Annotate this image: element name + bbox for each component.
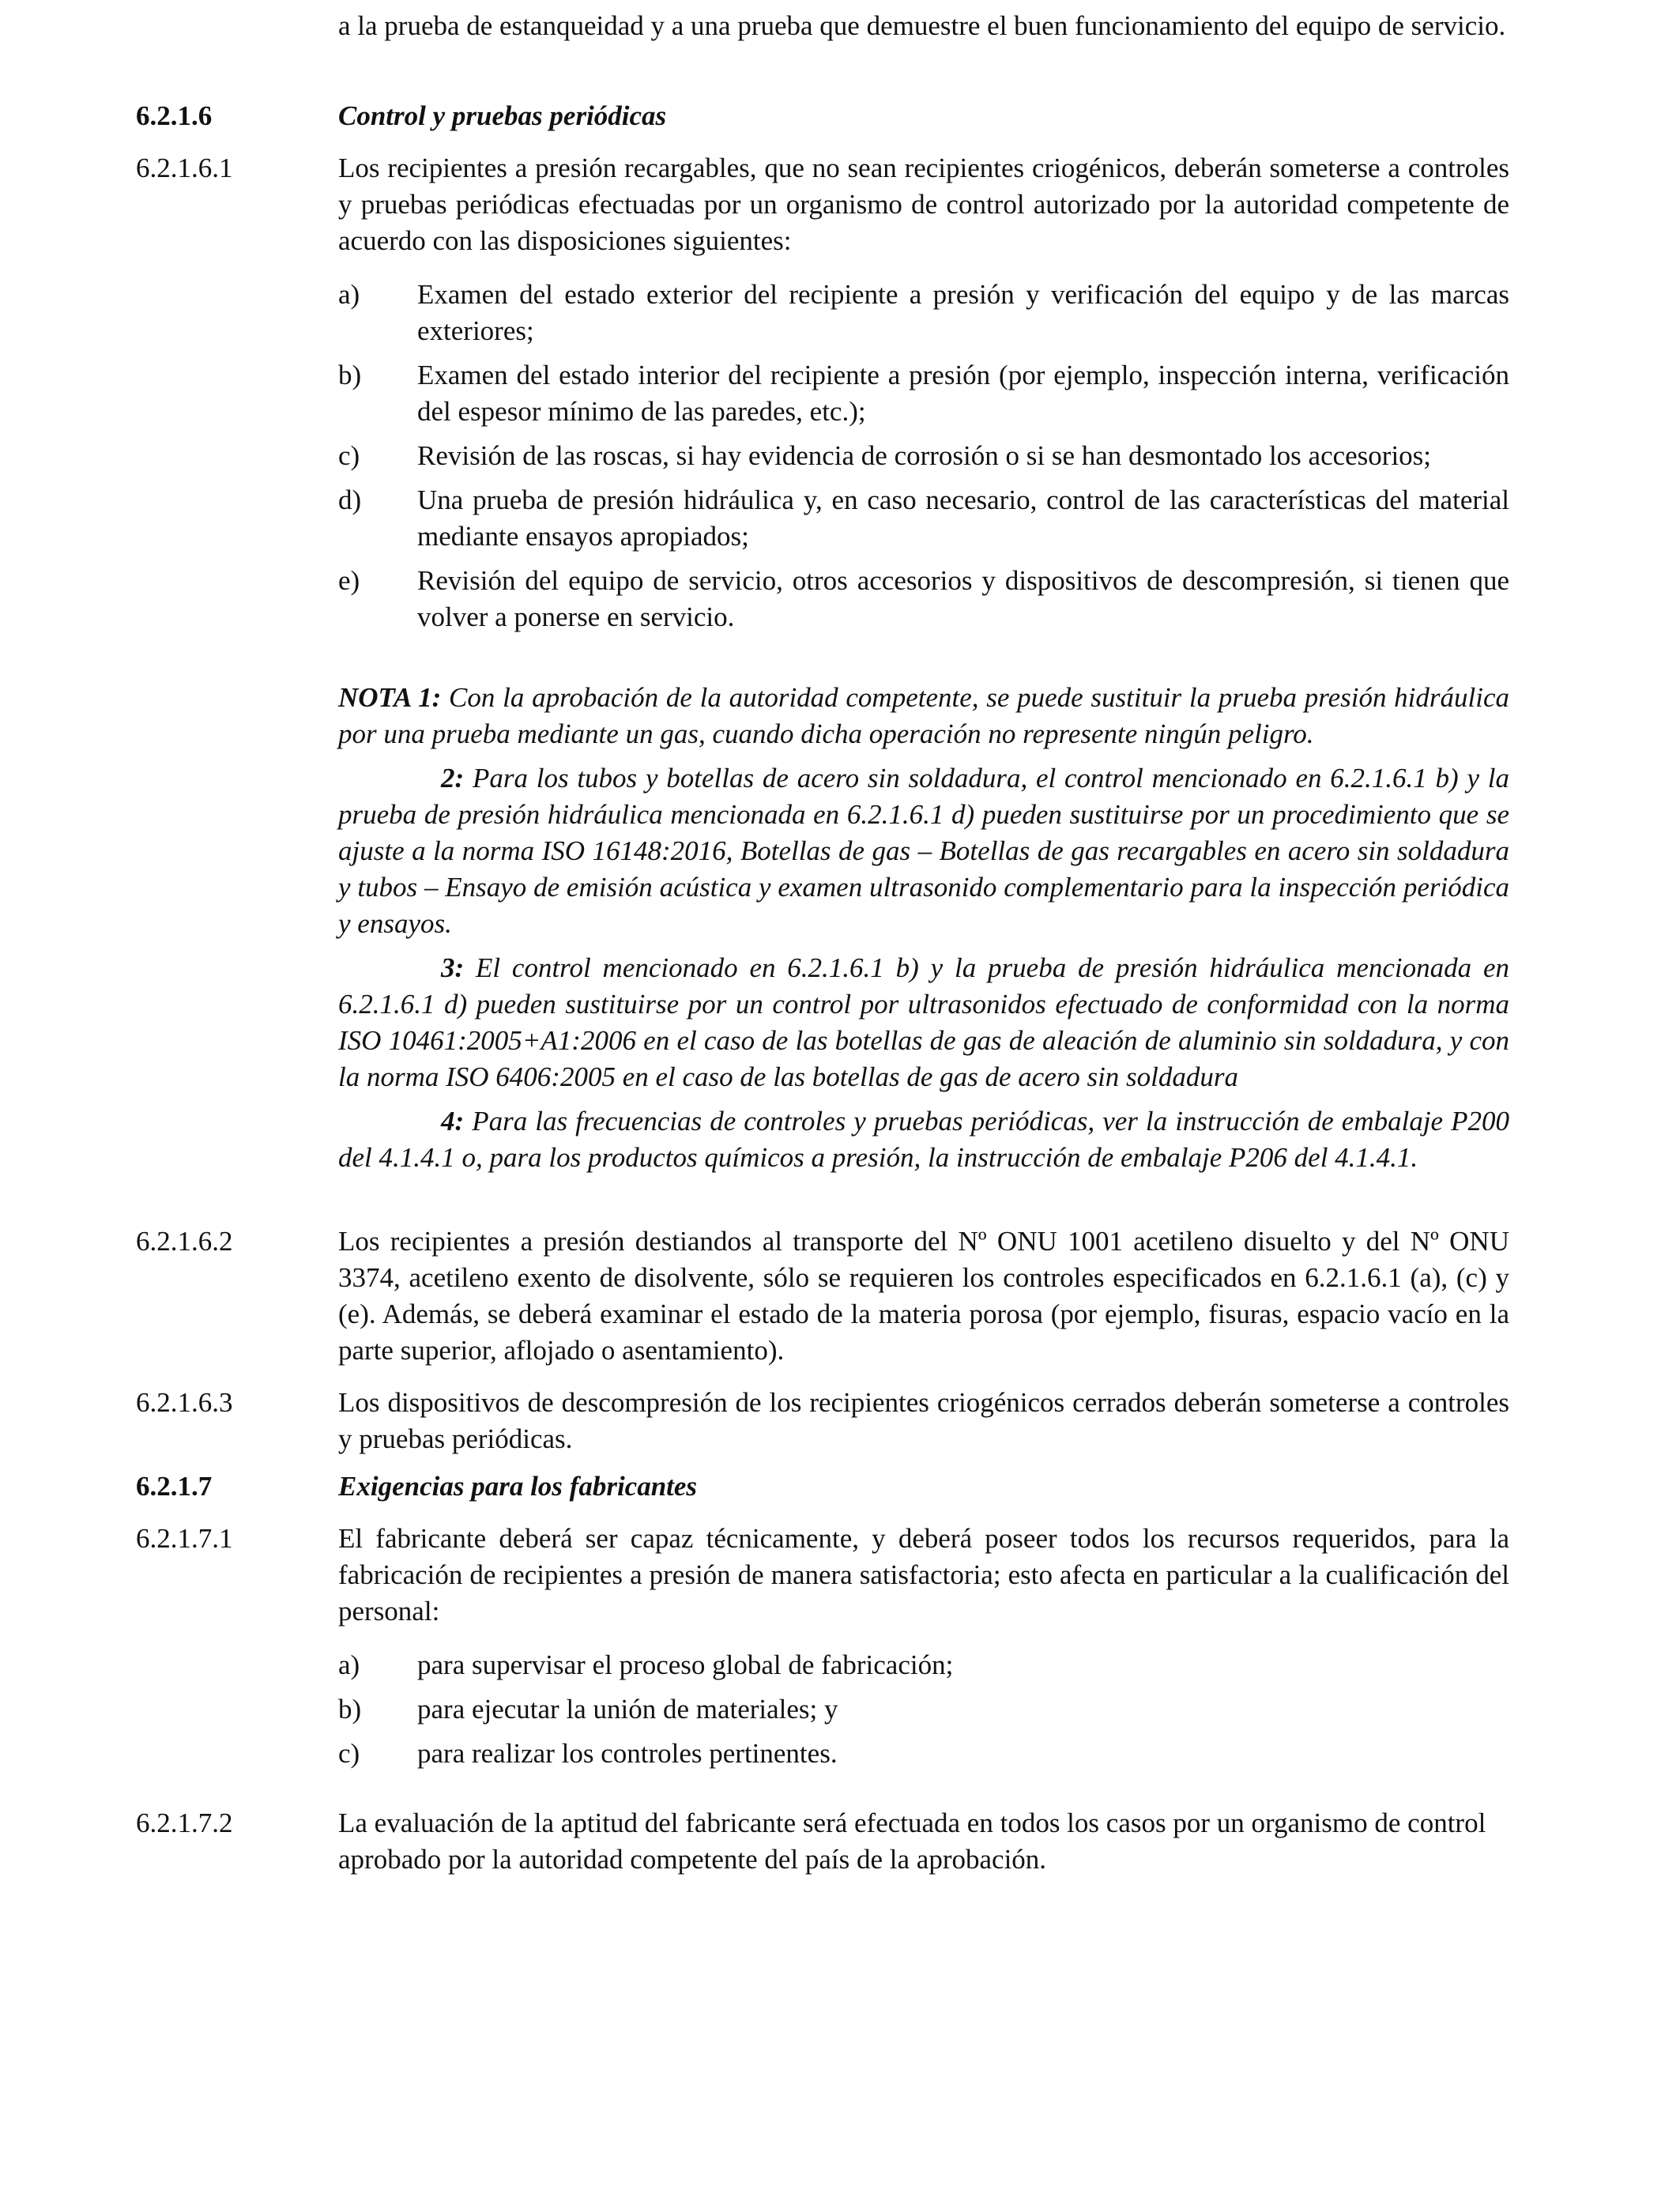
note-label: 2: bbox=[441, 763, 465, 794]
section-heading-6-2-1-7 bbox=[136, 1468, 1509, 1505]
list-item-text: Una prueba de presión hidráulica y, en caso necesario, control de las características del material mediante ensayos apropiados; bbox=[417, 484, 1509, 552]
list-item-label: b) bbox=[338, 360, 362, 390]
note-4 bbox=[338, 1103, 1509, 1176]
section-number: 6.2.1.7 bbox=[136, 1471, 213, 1502]
paragraph-number: 6.2.1.7.1 bbox=[136, 1523, 233, 1554]
paragraph-number: 6.2.1.6.1 bbox=[136, 153, 233, 183]
paragraph-6-2-1-6-2 bbox=[136, 1223, 1509, 1369]
list-item bbox=[338, 563, 1509, 635]
list-item bbox=[338, 1691, 1509, 1728]
list-item-label: b) bbox=[338, 1694, 362, 1725]
section-number: 6.2.1.6 bbox=[136, 100, 213, 131]
list-item-label: c) bbox=[338, 1738, 360, 1769]
list-item bbox=[338, 438, 1509, 474]
note-text: El control mencionado en 6.2.1.6.1 b) y la prueba de presión hidráulica mencionada en 6.2.1.6.1 d) pueden sustituirse por un control por ultrasonidos efectuado de conformidad con la norma ISO 10461:2005+A1:2006 en el caso de las botellas de gas de aleación de aluminio sin soldadura, y con la norma ISO 6406:2005 en el caso de las botellas de gas de acero sin soldadura bbox=[338, 952, 1509, 1092]
list-item-text: para ejecutar la unión de materiales; y bbox=[417, 1694, 838, 1725]
list-item-label: a) bbox=[338, 1649, 360, 1680]
list-6-2-1-6-1 bbox=[338, 277, 1509, 643]
section-title: Exigencias para los fabricantes bbox=[338, 1471, 698, 1502]
paragraph-6-2-1-7-1 bbox=[136, 1521, 1509, 1630]
list-item-label: d) bbox=[338, 484, 362, 515]
list-item-text: Examen del estado exterior del recipiente a presión y verificación del equipo y de las marcas exteriores; bbox=[417, 279, 1509, 346]
note-text: Para los tubos y botellas de acero sin soldadura, el control mencionado en 6.2.1.6.1 b) y la prueba de presión hidráulica mencionada en 6.2.1.6.1 d) pueden sustituirse por un procedimiento que se ajuste a la norma ISO 16148:2016, Botellas de gas – Botellas de gas recargables en acero sin soldadura y tubos – Ensayo de emisión acústica y examen ultrasonido complementario para la inspección periódica y ensayos. bbox=[338, 763, 1509, 939]
list-item bbox=[338, 357, 1509, 430]
section-heading-6-2-1-6 bbox=[136, 98, 1509, 134]
note-text: Con la aprobación de la autoridad competente, se puede sustituir la prueba presión hidráulica por una prueba mediante un gas, cuando dicha operación no represente ningún peligro. bbox=[338, 682, 1510, 749]
list-item-label: c) bbox=[338, 440, 360, 471]
list-item-text: para realizar los controles pertinentes. bbox=[417, 1738, 838, 1769]
list-6-2-1-7-1 bbox=[338, 1647, 1509, 1780]
paragraph-text: Los recipientes a presión destiandos al transporte del Nº ONU 1001 acetileno disuelto y del Nº ONU 3374, acetileno exento de disolvente, sólo se requieren los controles especificados en 6.2.1.6.1 (a), (c) y (e). Además, se deberá examinar el estado de la materia porosa (por ejemplo, fisuras, espacio vacío en la parte superior, aflojado o asentamiento). bbox=[338, 1226, 1509, 1366]
note-label: 3: bbox=[441, 952, 465, 983]
note-label: NOTA 1: bbox=[338, 682, 442, 713]
list-item-text: Examen del estado interior del recipiente a presión (por ejemplo, inspección interna, verificación del espesor mínimo de las paredes, etc.); bbox=[417, 360, 1509, 427]
note-label: 4: bbox=[441, 1106, 465, 1137]
list-item bbox=[338, 1647, 1509, 1683]
paragraph-6-2-1-7-2 bbox=[136, 1805, 1509, 1878]
paragraph-6-2-1-6-3 bbox=[136, 1385, 1509, 1457]
list-item-label: e) bbox=[338, 565, 360, 596]
intro-paragraph bbox=[136, 8, 1509, 44]
paragraph-text: La evaluación de la aptitud del fabricante será efectuada en todos los casos por un organismo de control aprobado por la autoridad competente del país de la aprobación. bbox=[338, 1808, 1486, 1875]
list-item bbox=[338, 482, 1509, 555]
paragraph-6-2-1-6-1 bbox=[136, 150, 1509, 259]
list-item-text: Revisión del equipo de servicio, otros accesorios y dispositivos de descompresión, si tienen que volver a ponerse en servicio. bbox=[417, 565, 1509, 632]
paragraph-number: 6.2.1.7.2 bbox=[136, 1808, 233, 1838]
list-item bbox=[338, 277, 1509, 349]
paragraph-text: Los recipientes a presión recargables, que no sean recipientes criogénicos, deberán someterse a controles y pruebas periódicas efectuadas por un organismo de control autorizado por la autoridad competente de acuerdo con las disposiciones siguientes: bbox=[338, 153, 1509, 256]
paragraph-text: El fabricante deberá ser capaz técnicamente, y deberá poseer todos los recursos requeridos, para la fabricación de recipientes a presión de manera satisfactoria; esto afecta en particular a la cualificación del personal: bbox=[338, 1523, 1509, 1627]
paragraph-number: 6.2.1.6.2 bbox=[136, 1226, 233, 1257]
list-item bbox=[338, 1736, 1509, 1772]
note-3 bbox=[338, 950, 1509, 1095]
note-text: Para las frecuencias de controles y pruebas periódicas, ver la instrucción de embalaje P200 del 4.1.4.1 o, para los productos químicos a presión, la instrucción de embalaje P206 del 4.1.4.1. bbox=[338, 1106, 1510, 1173]
note-2 bbox=[338, 760, 1509, 942]
note-1 bbox=[338, 680, 1509, 752]
paragraph-text: Los dispositivos de descompresión de los recipientes criogénicos cerrados deberán someterse a controles y pruebas periódicas. bbox=[338, 1387, 1509, 1454]
intro-text: a la prueba de estanqueidad y a una prueba que demuestre el buen funcionamiento del equipo de servicio. bbox=[338, 10, 1506, 41]
list-item-text: para supervisar el proceso global de fabricación; bbox=[417, 1649, 954, 1680]
paragraph-number: 6.2.1.6.3 bbox=[136, 1387, 233, 1418]
list-item-label: a) bbox=[338, 279, 360, 310]
notes-6-2-1-6-1 bbox=[338, 680, 1509, 1184]
list-item-text: Revisión de las roscas, si hay evidencia de corrosión o si se han desmontado los accesorios; bbox=[417, 440, 1432, 471]
section-title: Control y pruebas periódicas bbox=[338, 100, 667, 131]
